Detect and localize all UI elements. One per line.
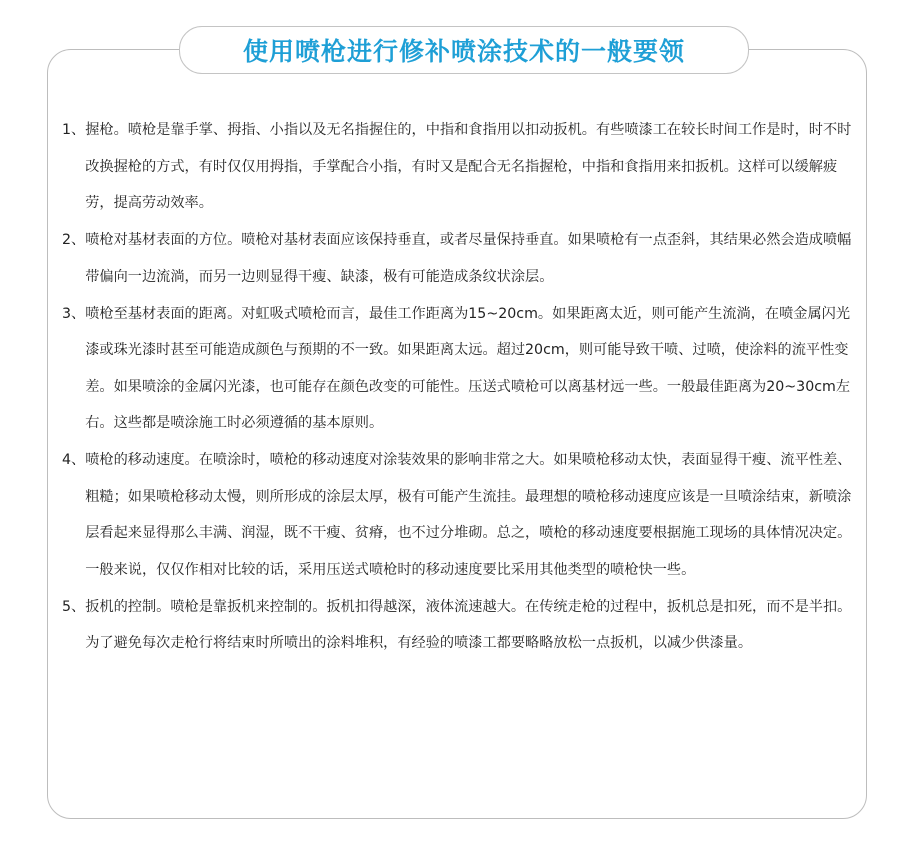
title-banner (179, 26, 749, 74)
item-number: 3、 (62, 305, 86, 322)
item-number: 5、 (62, 598, 86, 615)
item-number: 1、 (62, 122, 86, 138)
item-number: 4、 (62, 452, 86, 468)
page-title: 使用喷枪进行修补喷涂技术的一般要领 (242, 37, 685, 66)
list-item (62, 222, 862, 295)
item-list (62, 112, 862, 662)
list-item (62, 112, 862, 222)
item-text: 喷枪对基材表面的方位。喷枪对基材表面应该保持垂直，或者尽量保持垂直。如果喷枪有一点歪斜，其结果必然会造成喷幅带偏向一边流淌，而另一边则显得干瘦、缺漆，极有可能造成条纹状涂层。 (85, 232, 852, 285)
item-text: 喷枪至基材表面的距离。对虹吸式喷枪而言，最佳工作距离为15~20cm。如果距离太近，则可能产生流淌，在喷金属闪光漆或珠光漆时甚至可能造成颜色与预期的不一致。如果距离太远。超过20cm，则可能导致干喷、过喷，使涂料的流平性变差。如果喷涂的金属闪光漆，也可能存在颜色改变的可能性。压送式喷枪可以离基材远一些。一般最佳距离为20~30cm左右。这些都是喷涂施工时必须遵循的基本原则。 (85, 305, 851, 431)
list-item (62, 442, 862, 588)
item-number: 2、 (62, 232, 86, 248)
item-text: 喷枪的移动速度。在喷涂时，喷枪的移动速度对涂装效果的影响非常之大。如果喷枪移动太快，表面显得干瘦、流平性差、粗糙；如果喷枪移动太慢，则所形成的涂层太厚，极有可能产生流挂。最理想的喷枪移动速度应该是一旦喷涂结束，新喷涂层看起来显得那么丰满、润湿，既不干瘦、贫瘠，也不过分堆砌。总之，喷枪的移动速度要根据施工现场的具体情况决定。一般来说，仅仅作相对比较的话，采用压送式喷枪时的移动速度要比采用其他类型的喷枪快一些。 (85, 452, 852, 578)
item-text: 扳机的控制。喷枪是靠扳机来控制的。扳机扣得越深，液体流速越大。在传统走枪的过程中，扳机总是扣死，而不是半扣。为了避免每次走枪行将结束时所喷出的涂料堆积，有经验的喷漆工都要略略放松一点扳机，以减少供漆量。 (85, 598, 852, 651)
list-item (62, 296, 862, 442)
item-text: 握枪。喷枪是靠手掌、拇指、小指以及无名指握住的，中指和食指用以扣动扳机。有些喷漆工在较长时间工作是时，时不时改换握枪的方式，有时仅仅用拇指，手掌配合小指，有时又是配合无名指握枪，中指和食指用来扣扳机。这样可以缓解疲劳，提高劳动效率。 (85, 122, 852, 211)
list-item (62, 589, 862, 662)
